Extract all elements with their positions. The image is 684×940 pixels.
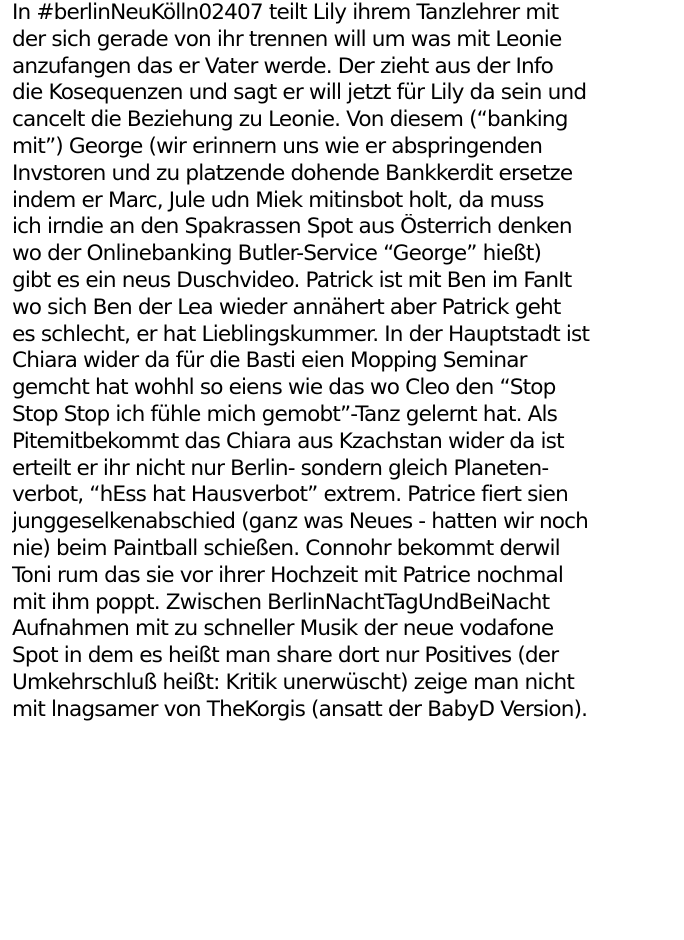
text-line: der sich gerade von ihr trennen will um was mit Leonie	[12, 26, 562, 52]
document-body	[12, 0, 684, 724]
text-line: junggeselkenabschied (ganz was Neues - hatten wir noch	[12, 509, 588, 535]
text-line: mit ihm poppt. Zwischen BerlinNachtTagUndBeiNacht	[12, 589, 550, 615]
text-line: gibt es ein neus Duschvideo. Patrick ist mit Ben im FanIt	[12, 267, 572, 293]
text-line: gemcht hat wohhl so eiens wie das wo Cleo den “Stop	[12, 375, 556, 401]
text-line: nie) beim Paintball schießen. Connohr bekommt derwil	[12, 535, 560, 561]
text-line: Chiara wider da für die Basti eien Mopping Seminar	[12, 348, 527, 374]
text-line: ich irndie an den Spakrassen Spot aus Österrich denken	[12, 214, 572, 240]
text-line: Invstoren und zu platzende dohende Bankkerdit ersetze	[12, 160, 573, 186]
text-line: wo sich Ben der Lea wieder annähert aber Patrick geht	[12, 294, 561, 320]
text-line: Stop Stop ich fühle mich gemobt”-Tanz gelernt hat. Als	[12, 401, 558, 427]
text-line: verbot, “hEss hat Hausverbot” extrem. Patrice fiert sien	[12, 482, 568, 508]
text-line: mit”) George (wir erinnern uns wie er abspringenden	[12, 133, 543, 159]
text-line: die Kosequenzen und sagt er will jetzt für Lily da sein und	[12, 80, 587, 106]
text-line: Aufnahmen mit zu schneller Musik der neue vodafone	[12, 616, 554, 642]
text-line: Toni rum das sie vor ihrer Hochzeit mit Patrice nochmal	[12, 562, 563, 588]
text-line: wo der Onlinebanking Butler-Service “George” hießt)	[12, 241, 542, 267]
text-line: anzufangen das er Vater werde. Der zieht aus der Info	[12, 53, 553, 79]
text-line: Pitemitbekommt das Chiara aus Kzachstan wider da ist	[12, 428, 564, 454]
text-line: In #berlinNeuKölln02407 teilt Lily ihrem Tanzlehrer mit	[12, 0, 559, 25]
text-line: mit lnagsamer von TheKorgis (ansatt der BabyD Version).	[12, 696, 588, 722]
text-line: erteilt er ihr nicht nur Berlin- sondern gleich Planeten-	[12, 455, 549, 481]
text-line: es schlecht, er hat Lieblingskummer. In der Hauptstadt ist	[12, 321, 590, 347]
text-line: indem er Marc, Jule udn Miek mitinsbot holt, da muss	[12, 187, 544, 213]
text-line: Spot in dem es heißt man share dort nur Positives (der	[12, 643, 559, 669]
text-line: cancelt die Beziehung zu Leonie. Von diesem (“banking	[12, 107, 568, 133]
text-line: Umkehrschluß heißt: Kritik unerwüscht) zeige man nicht	[12, 669, 574, 695]
